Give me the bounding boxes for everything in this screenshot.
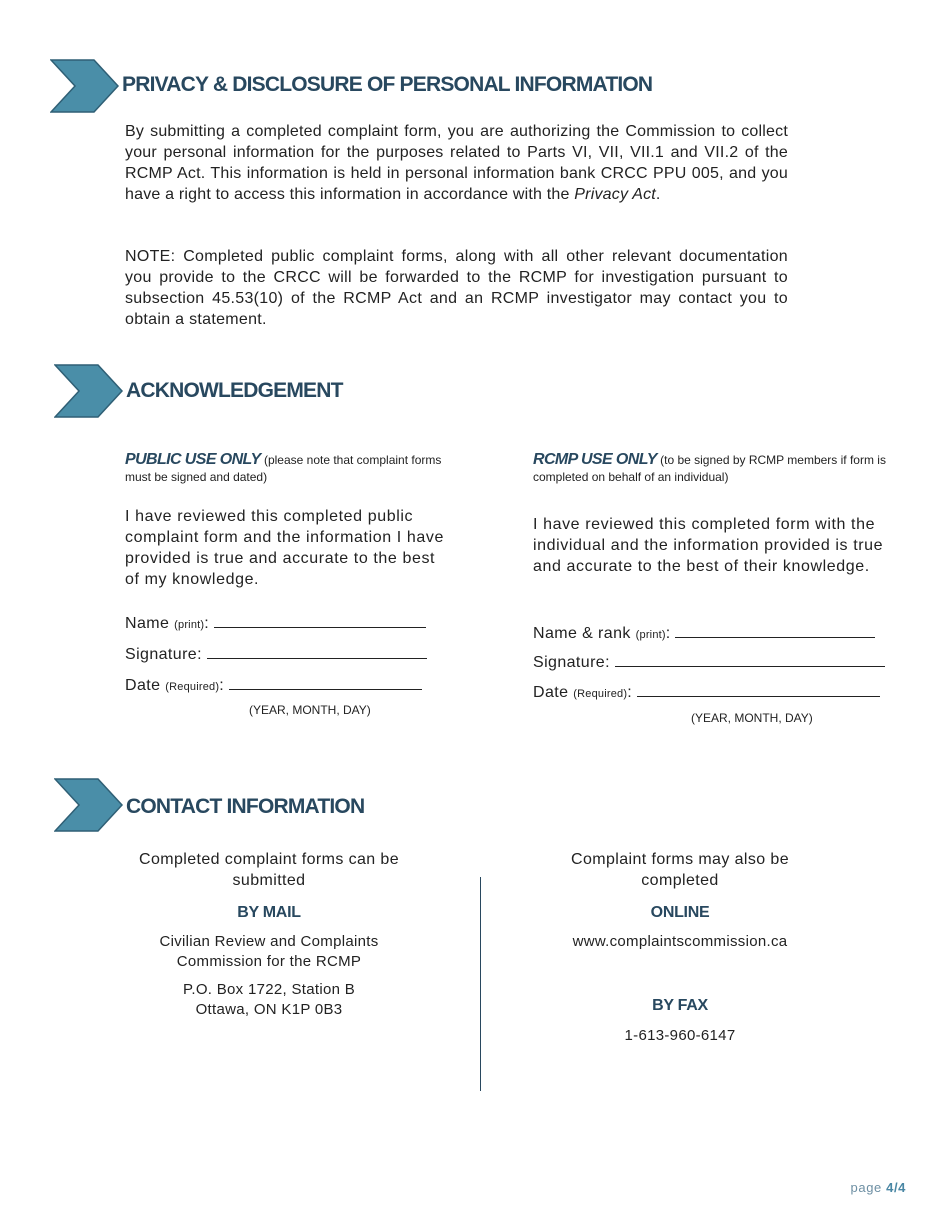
org-line-1: Civilian Review and Complaints: [159, 933, 379, 950]
address-line-1: P.O. Box 1722, Station B: [182, 981, 356, 998]
rcmp-name-field[interactable]: Name & rank (print):: [533, 623, 875, 643]
by-fax-heading: BY FAX: [652, 997, 708, 1014]
address-line-2: Ottawa, ON K1P 0B3: [195, 1001, 343, 1018]
public-signature-field[interactable]: [125, 644, 427, 664]
public-date-label: Date: [125, 677, 161, 694]
website-link[interactable]: www.complaintscommission.ca: [572, 933, 788, 950]
contact-left-intro: Completed complaint forms can be submitted: [138, 851, 400, 889]
online-heading: ONLINE: [650, 904, 710, 921]
public-name-field[interactable]: Name (print):: [125, 613, 426, 633]
rcmp-name-line[interactable]: [675, 623, 875, 638]
public-statement: I have reviewed this completed public complaint form and the information I have provided is true and accurate to the best of my knowledge.: [125, 508, 444, 588]
privacy-paragraph-end: .: [655, 186, 661, 203]
page-label: page: [850, 1180, 882, 1195]
rcmp-date-format: (YEAR, MONTH, DAY): [691, 711, 813, 725]
rcmp-signature-label: Signature:: [533, 654, 610, 671]
public-date-hint: (Required): [165, 681, 220, 693]
privacy-heading: PRIVACY & DISCLOSURE OF PERSONAL INFORMATION: [122, 73, 653, 96]
public-date-line[interactable]: [229, 675, 422, 690]
chevron-arrow-icon: [50, 59, 120, 113]
chevron-arrow-icon: [54, 364, 124, 418]
privacy-act-reference: Privacy Act: [574, 186, 656, 203]
rcmp-name-label: Name & rank: [533, 625, 631, 642]
page-current: 4: [886, 1180, 894, 1195]
rcmp-use-column: [533, 451, 913, 577]
contact-right-intro: Complaint forms may also be completed: [571, 851, 789, 889]
public-signature-label: Signature:: [125, 646, 202, 663]
fax-number: 1-613-960-6147: [624, 1027, 736, 1044]
public-name-hint: (print): [174, 619, 205, 631]
public-use-note: (please note that complaint forms must be signed and dated): [125, 453, 442, 484]
rcmp-use-title: RCMP USE ONLY: [533, 451, 657, 468]
rcmp-date-line[interactable]: [637, 682, 880, 697]
rcmp-date-hint: (Required): [573, 688, 628, 700]
privacy-paragraph: [125, 121, 788, 205]
contact-divider: [480, 877, 481, 1091]
chevron-arrow-icon: [54, 778, 124, 832]
public-name-line[interactable]: [214, 613, 426, 628]
public-name-label: Name: [125, 615, 170, 632]
rcmp-name-hint: (print): [635, 629, 666, 641]
note-paragraph: NOTE: Completed public complaint forms, along with all other relevant documentation you provide to the CRCC will be forwarded to the RCMP for investigation pursuant to subsection 45.53(10) of the RCMP Act and an RCMP investigator may contact you to obtain a statement.: [125, 248, 788, 328]
acknowledgement-heading: ACKNOWLEDGEMENT: [126, 379, 343, 402]
public-signature-line[interactable]: [207, 644, 427, 659]
by-mail-heading: BY MAIL: [237, 904, 301, 921]
rcmp-signature-line[interactable]: [615, 652, 885, 667]
rcmp-signature-field[interactable]: [533, 652, 885, 672]
public-date-field[interactable]: Date (Required):: [125, 675, 422, 695]
public-use-title: PUBLIC USE ONLY: [125, 451, 261, 468]
public-use-column: [125, 451, 455, 590]
rcmp-statement: I have reviewed this completed form with the individual and the information provided is true and accurate to the best of their knowledge.: [533, 516, 884, 575]
public-use-header: [125, 451, 455, 486]
org-line-2: Commission for the RCMP: [176, 953, 362, 970]
public-date-format: (YEAR, MONTH, DAY): [249, 703, 371, 717]
rcmp-use-header: [533, 451, 913, 486]
rcmp-date-label: Date: [533, 684, 569, 701]
contact-heading: CONTACT INFORMATION: [126, 795, 365, 818]
rcmp-use-note: (to be signed by RCMP members if form is completed on behalf of an individual): [533, 453, 886, 484]
page-separator: /: [893, 1180, 899, 1195]
page-total: 4: [898, 1180, 906, 1195]
privacy-paragraph-text: By submitting a completed complaint form, you are authorizing the Commission to collect your personal information for the purposes related to Parts VI, VII, VII.1 and VII.2 of the RCMP Act. This information is held in personal information bank CRCC PPU 005, and you have a right to access this information in accordance with the: [125, 123, 788, 203]
page-number: [851, 1180, 906, 1195]
rcmp-date-field[interactable]: Date (Required):: [533, 682, 880, 702]
